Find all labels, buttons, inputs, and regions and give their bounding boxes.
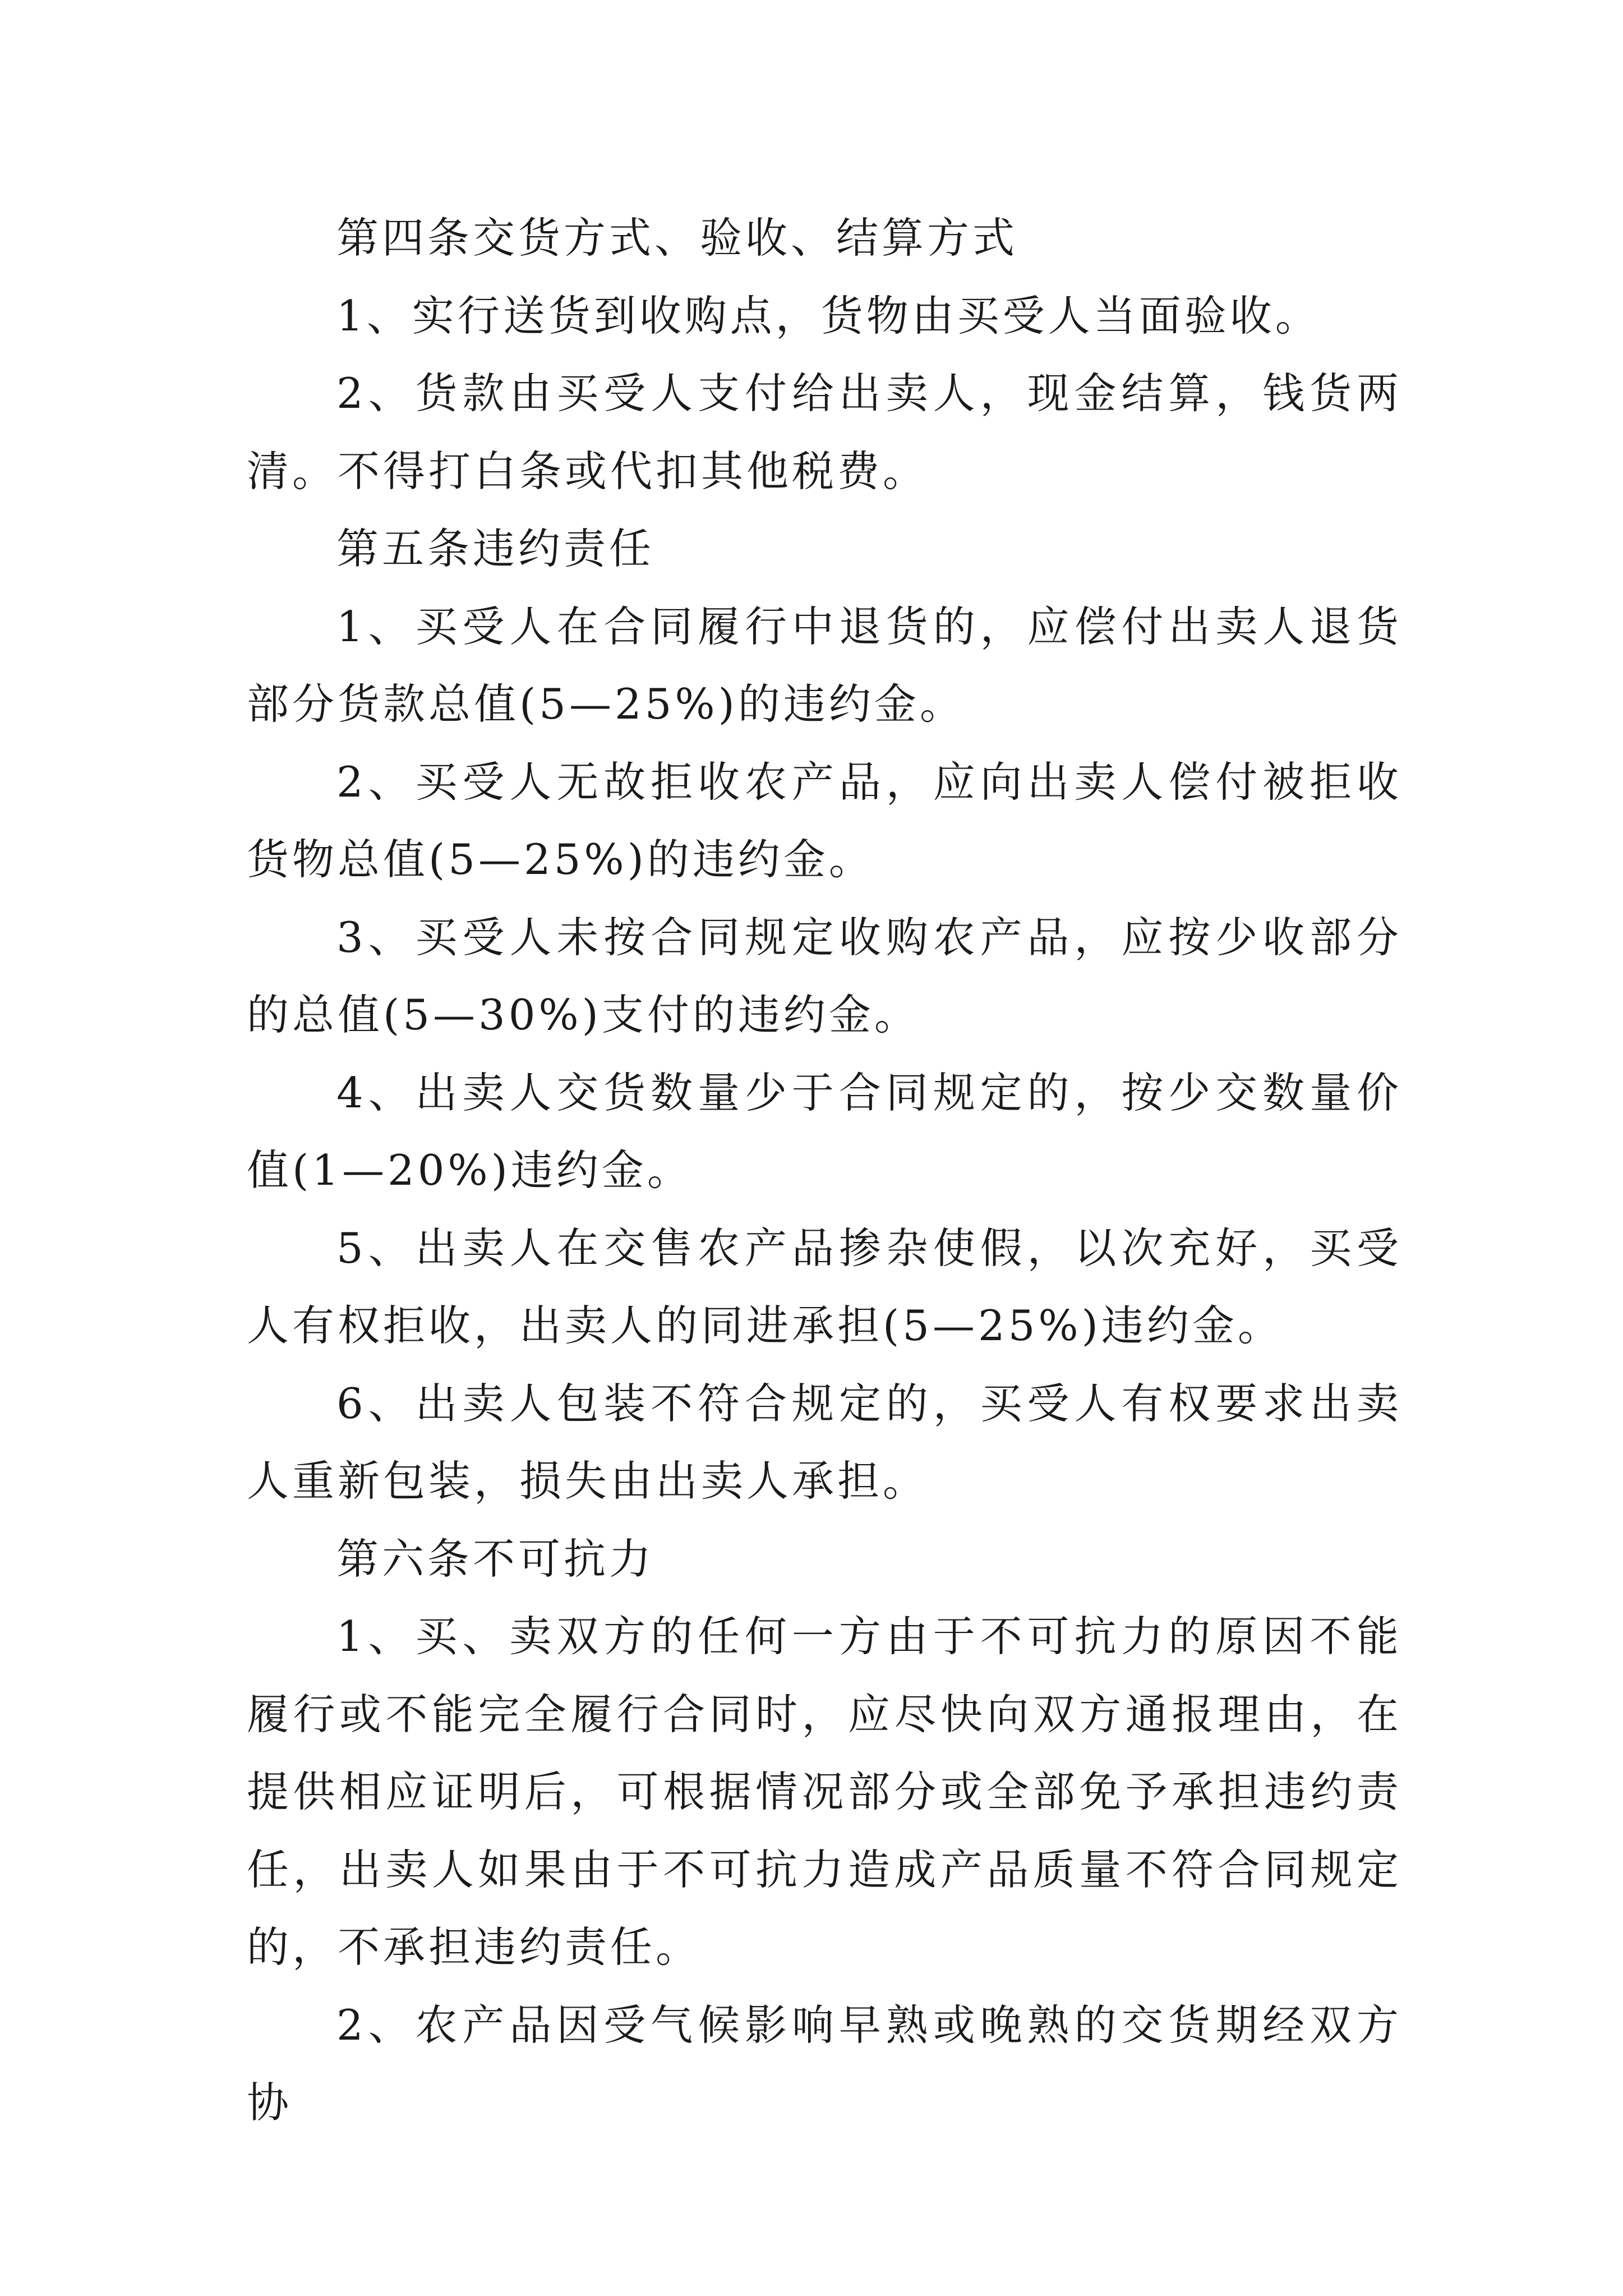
article-5-clause-6: 6、出卖人包装不符合规定的，买受人有权要求出卖人重新包装，损失由出卖人承担。: [247, 1378, 1402, 1506]
article-5-clause-2: 2、买受人无故拒收农产品，应向出卖人偿付被拒收货物总值(5—25%)的违约金。: [247, 757, 1402, 884]
article-6-heading: 第六条不可抗力: [336, 1534, 655, 1584]
article-5-clause-4: 4、出卖人交货数量少于合同规定的，按少交数量价值(1—20%)违约金。: [247, 1068, 1402, 1195]
document-body: [247, 199, 1402, 2142]
article-5-heading: 第五条违约责任: [336, 524, 655, 573]
article-5-clause-1: 1、买受人在合同履行中退货的，应偿付出卖人退货部分货款总值(5—25%)的违约金。: [247, 601, 1402, 729]
article-6-clause-1: 1、买、卖双方的任何一方由于不可抗力的原因不能履行或不能完全履行合同时，应尽快向双方通报理由，在提供相应证明后，可根据情况部分或全部免予承担违约责任，出卖人如果由于不可抗力造成产品质量不符合同规定的，不承担违约责任。: [247, 1612, 1402, 1972]
article-4-heading: 第四条交货方式、验收、结算方式: [336, 213, 1018, 263]
article-6-clause-2: 2、农产品因受气候影响早熟或晚熟的交货期经双方协: [247, 2000, 1402, 2127]
article-4-clause-2: 2、货款由买受人支付给出卖人，现金结算，钱货两清。不得打白条或代扣其他税费。: [247, 369, 1402, 496]
article-5-clause-3: 3、买受人未按合同规定收购农产品，应按少收部分的总值(5—30%)支付的违约金。: [247, 912, 1402, 1039]
article-4-clause-1: 1、实行送货到收购点，货物由买受人当面验收。: [336, 291, 1321, 341]
article-5-clause-5: 5、出卖人在交售农产品掺杂使假，以次充好，买受人有权拒收，出卖人的同进承担(5—25%)违约金。: [247, 1223, 1402, 1350]
